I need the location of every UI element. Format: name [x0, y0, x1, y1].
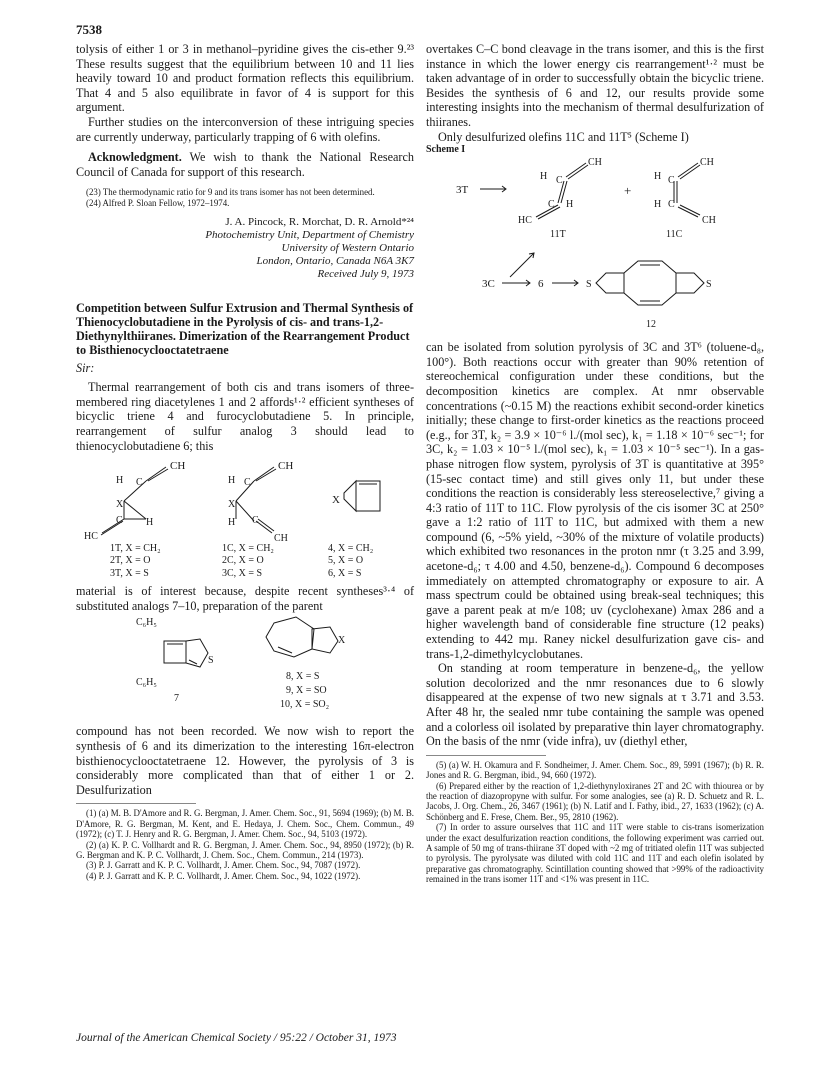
structure-label-row	[76, 568, 414, 580]
footnote-23: (23) The thermodynamic ratio for 9 and its trans isomer has not been determined.	[86, 187, 375, 198]
compound-7-structure	[164, 639, 208, 667]
substituent-label: C₆H₅	[136, 677, 157, 689]
received-date: Received July 9, 1973	[317, 268, 414, 281]
atom-label: H	[540, 171, 548, 183]
salutation: Sir:	[76, 361, 95, 376]
signature	[76, 216, 414, 281]
footnote-24: (24) Alfred P. Sloan Fellow, 1972–1974.	[86, 197, 230, 208]
structure-label: 6, X = S	[328, 568, 362, 580]
arrow-icon	[502, 280, 530, 286]
diagonal-arrow-icon	[510, 253, 534, 277]
authors: J. A. Pincock, R. Morchat, D. R. Arnold*²⁴	[225, 216, 414, 229]
bicyclic-structure	[344, 481, 380, 511]
paragraph: overtakes C–C bond cleavage in the trans isomer, and this is the first instance in which the lower energy cis rearrangement¹·² must be taken advantage of in order to successfully obtain the bicyclic triene. Besides the synthesis of 6 and 12, our results provide some interesting insights into the mechanism of thermal desulfurization of thiiranes.	[426, 42, 764, 129]
atom-label: CH	[702, 215, 716, 227]
affiliation-line: University of Western Ontario	[281, 242, 414, 255]
right-column	[426, 42, 764, 885]
atom-label: X	[332, 494, 340, 507]
scheme-title: Scheme I	[426, 144, 466, 156]
compound-label: 11T	[550, 229, 566, 241]
atom-label: H	[228, 517, 236, 529]
paragraph: Only desulfurized olefins 11C and 11T⁵ (Scheme I)	[438, 129, 689, 144]
atom-label: CH	[274, 533, 288, 545]
page-number: 7538	[76, 22, 102, 37]
compound-label: 11C	[666, 229, 683, 241]
ch-label: CH	[170, 460, 186, 473]
atom-label: H	[566, 199, 574, 211]
atom-label: C	[116, 515, 123, 527]
atom-label: HC	[518, 215, 532, 227]
compound-label: 9, X = SO	[286, 685, 327, 697]
footnotes-right	[426, 760, 764, 885]
compound-label: 8, X = S	[286, 671, 320, 683]
atom-label: H	[654, 199, 662, 211]
structures-1-6-figure	[76, 453, 414, 565]
paragraph: can be isolated from solution pyrolysis of 3C and 3T⁶ (toluene-d₈, 100°). Both reactions occur with greater than 90% retention of stereochemical configuration under these conditions, but the decomposition kinetics are complex. At nmr observable concentrations (~0.15 M) the reactions exhibit second-order kinetics initially; these change to first-order kinetics as the reactions proceed (e.g., for 3T, k₂ = 3.9 × 10⁻⁶ l./(mol sec), k₁ = 1.18 × 10⁻⁶ sec⁻¹; for 3C, k₂ = 1.03 × 10⁻⁵ l./(mol sec), k₁ = 1.03 × 10⁻⁵ sec⁻¹). In a gas-phase nitrogen flow system, pyrolysis of 3T is quantitative at 395° (15-sec contact time) and still gives only 11, but under these conditions the reaction is considerably less stereoselective,⁷ giving a 4:3 ratio of 11T to 11C. Flow pyrolysis of the cis isomer 3C at 250° gave a 1:2 ratio of 11T to 11C, but admixed with them a new compound (6, ~5% yield, ~30% of the mixture of volatile products) which exhibited two resonances in the proton nmr (τ 3.25 and 3.99, acetone-d₆; τ 4.00 and 4.50, benzene-d₆). Compound 6 decomposes immediately on attempted chromatography or exposure to air. A mass spectrum could be obtained using break-seal techniques; this gave a parent peak at m/e 108; uv (cyclohexane) λmax 286 and a higher wavelength band of considerable fine structure (12 peaks) extending to 442 mμ. Raney nickel desulfurization gave cis- and trans-1,2-dimethylcyclobutanes.	[426, 340, 764, 661]
affiliation-line: Photochemistry Unit, Department of Chemistry	[205, 229, 414, 242]
arrow-icon	[552, 280, 578, 286]
atom-label: S	[208, 655, 214, 667]
atom-label: S	[706, 279, 712, 291]
structure-label: 1C, X = CH₂	[222, 543, 274, 555]
compound-label: 6	[538, 278, 544, 291]
structure-label: 3C, X = S	[222, 568, 263, 580]
article-title: Competition between Sulfur Extrusion and Thermal Synthesis of Thienocyclobutadiene in the Pyrolysis of cis- and trans-1,2-Diethynylthiiranes. Dimerization of the Rearrangement Product to Bisthienocyclooctatetraene	[76, 301, 414, 358]
atom-label: H	[654, 171, 662, 183]
footnote-1: (1) (a) M. B. D'Amore and R. G. Bergman, J. Amer. Chem. Soc., 91, 5694 (1969); (b) M. B. D'Amore, R. G. Bergman, M. Kent, and E. Hedaya, J. Chem. Soc., Chem. Commun., 49 (1972); (c) T. J. Henry and R. G. Bergman, J. Amer. Chem. Soc., 94, 5103 (1972).	[76, 808, 414, 840]
atom-label: CH	[588, 157, 602, 169]
atom-label: X	[116, 499, 124, 511]
footnotes-bottom	[76, 808, 414, 881]
paragraph: Thermal rearrangement of both cis and trans isomers of three-membered ring diacetylenes 1 and 2 affords¹·² efficient syntheses of bicyclic triene 4 and furocyclobutadiene 5. In principle, rearrangement of sulfur analog 3 should lead to thienocyclobutadiene 6; this	[76, 380, 414, 453]
atom-label: X	[228, 499, 236, 511]
atom-label: C	[556, 175, 563, 187]
journal-footer: Journal of the American Chemical Society / 95:22 / October 31, 1973	[76, 1032, 397, 1044]
structure-label: 3T, X = S	[110, 568, 149, 580]
footnote-2: (2) (a) K. P. C. Vollhardt and R. G. Bergman, J. Amer. Chem. Soc., 94, 8950 (1972); (b) R. G. Bergman and K. P. C. Vollhardt, J. Chem. Soc., Chem. Commun., 214 (1973).	[76, 839, 414, 860]
compound-label: 3C	[482, 278, 495, 291]
footnote-6: (6) Prepared either by the reaction of 1,2-diethynyloxiranes 2T and 2C with thiourea or by the reaction of diazopropyne with sulfur. For some analogies, see (a) R. D. Schuetz and R. L. Jacobs, J. Org. Chem., 26, 3467 (1961); (b) N. Latif and I. Fathy, ibid., 27, 1633 (1962); (c) A. Schönberg and E. Frese, Chem. Ber., 95, 2810 (1962).	[426, 780, 764, 822]
compounds-8-10-structure	[266, 617, 338, 657]
acknowledgment	[76, 150, 414, 179]
atom-label: X	[338, 635, 346, 647]
paragraph: compound has not been recorded. We now wish to report the synthesis of 6 and its dimerization to the interesting 16π-electron bisthienocyclooctatetraene 12. However, the pyrolysis of 3 is considerably more complicated than that of either 1 or 2. Desulfurization	[76, 724, 414, 797]
substituent-label: C₆H₅	[136, 617, 157, 629]
atom-label: C	[244, 477, 251, 489]
affiliation-line: London, Ontario, Canada N6A 3K7	[256, 255, 414, 268]
atom-label: C	[668, 175, 675, 187]
footnotes-top	[76, 187, 414, 208]
trans-thiirane-structure	[101, 467, 168, 535]
atom-label: C	[548, 199, 555, 211]
atom-label: H	[146, 517, 154, 529]
left-column	[76, 42, 414, 881]
structure-label: 2C, X = O	[222, 555, 264, 566]
footnote-4: (4) P. J. Garratt and K. P. C. Vollhardt, J. Amer. Chem. Soc., 94, 1022 (1972).	[86, 870, 361, 881]
structure-label: 5, X = O	[328, 555, 364, 566]
paragraph: tolysis of either 1 or 3 in methanol–pyridine gives the cis-ether 9.²³ These results suggest that the equilibrium between 10 and 11 lies heavily toward 10 and product formation reflects this equilibrium. That 4 and 5 also equilibrate in favor of 4 is support for this argument.	[76, 42, 414, 115]
compound-label: 7	[174, 693, 179, 705]
atom-label: S	[586, 279, 592, 291]
acknowledgment-text: We wish to thank the National Research Council of Canada for support of this research.	[76, 150, 414, 179]
structure-label: 4, X = CH₂	[328, 543, 374, 555]
compound-label: 10, X = SO₂	[280, 699, 330, 711]
paragraph: On standing at room temperature in benzene-d₆, the yellow solution decolorized and the nmr resonances due to 6 slowly disappeared at the expense of two new signals at τ 3.71 and 3.53. After 48 hr, the sealed nmr tube containing the sample was opened and a colorless oil isolated by preparative thin layer chromatography. On the basis of the nmr (vide infra), uv (diethyl ether,	[426, 661, 764, 749]
atom-label: C	[668, 199, 675, 211]
footnote-rule	[426, 755, 546, 756]
ch-label: CH	[278, 460, 294, 473]
atom-label: C	[252, 515, 259, 527]
atom-label: HC	[84, 531, 98, 543]
compound-label: 3T	[456, 184, 469, 197]
compound-label: 12	[646, 319, 656, 331]
paragraph: material is of interest because, despite recent syntheses³·⁴ of substituted analogs 7–10, preparation of the parent	[76, 584, 414, 613]
structure-label: 1T, X = CH₂	[110, 543, 161, 555]
plus-sign: +	[624, 183, 632, 199]
paragraph: Further studies on the interconversion of these intriguing species are currently underway, particularly trapping of 6 with olefins.	[76, 114, 414, 144]
structures-7-10-figure	[76, 613, 414, 719]
atom-label: H	[116, 475, 124, 487]
olefin-11c-structure	[674, 163, 700, 217]
footnote-5: (5) (a) W. H. Okamura and F. Sondheimer, J. Amer. Chem. Soc., 89, 5991 (1967); (b) R. R. Jones and R. G. Bergman, ibid., 94, 660 (1972).	[426, 759, 764, 781]
scheme-1-figure	[426, 155, 764, 335]
footnote-rule	[76, 803, 196, 804]
arrow-icon	[480, 186, 506, 192]
atom-label: C	[136, 477, 143, 489]
atom-label: CH	[700, 157, 714, 169]
atom-label: H	[228, 475, 236, 487]
acknowledgment-label: Acknowledgment.	[88, 150, 182, 165]
footnote-7: (7) In order to assure ourselves that 11C and 11T were stable to cis-trans isomerization under the exact desulfurization reaction conditions, the following experiment was carried out. A sample of 50 mg of trans-thiirane 3T doped with ~2 mg of tritiated olefin 11T was subjected to pyrolysis. The pyrolysate was diluted with cold 11C and 11T and each olefin isolated by preparative gas chromatography. Scintillation counting showed that >99% of the radioactivity remained in the trans isomer 11T and <1% was present in 11C.	[426, 822, 764, 885]
footnote-3: (3) P. J. Garratt and K. P. C. Vollhardt, J. Amer. Chem. Soc., 94, 7087 (1972).	[86, 860, 361, 871]
structure-label: 2T, X = O	[110, 555, 151, 566]
bisthienocyclooctatetraene-structure	[596, 261, 704, 305]
